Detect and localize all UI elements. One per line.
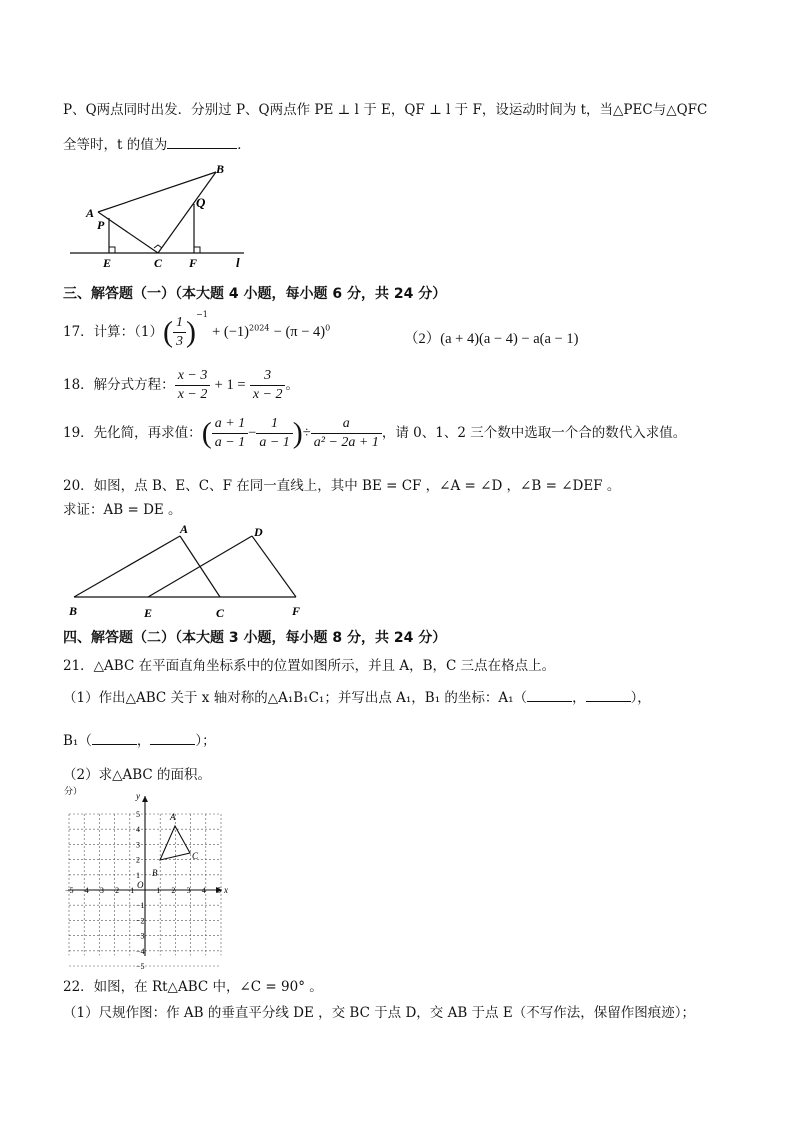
paren-close: ) (186, 315, 197, 349)
q18-number: 18．解分式方程： (63, 377, 175, 393)
y-tick-label: −2 (136, 916, 145, 926)
q21-corner-text: 分） (64, 787, 83, 797)
x-tick-label: −2 (110, 886, 120, 895)
x-tick-label: 2 (171, 886, 176, 895)
q16-label-Q: Q (196, 195, 206, 210)
q21-line3 (63, 729, 216, 749)
q18-d2: x − 2 (252, 387, 283, 402)
q20-label-A: A (180, 522, 189, 536)
q19-text: ，请 0、1、2 三个数中选取一个合的数代入求值。 (381, 425, 687, 441)
q21-point-B: B (152, 868, 158, 878)
q16-label-E: E (103, 256, 112, 270)
q16-figure (66, 160, 256, 272)
q21-origin-label: O (137, 880, 144, 890)
section-4-heading: 四、解答题（二）（本大题 3 小题，每小题 8 分，共 24 分） (63, 630, 447, 646)
q17-exp-neg1: −1 (196, 309, 208, 319)
q16-label-C: C (154, 256, 163, 270)
q19-minus: − (248, 425, 257, 441)
y-tick-label: −4 (136, 946, 145, 956)
y-tick-label: 1 (136, 870, 140, 880)
q21-close-1: ）， (630, 690, 651, 706)
q17-exp-0: 0 (325, 323, 331, 333)
q17-part2: （2）(a + 4)(a − 4) − a(a − 1) (404, 331, 579, 347)
q17-fraction (173, 314, 186, 351)
q17-frac-den: 3 (176, 334, 184, 349)
answer-blank-a1y[interactable] (586, 689, 631, 702)
q16-label-A: A (86, 206, 95, 220)
q21-point-C: C (192, 851, 199, 861)
q19-number: 19．先化简，再求值： (63, 425, 202, 441)
x-tick-label: −3 (95, 886, 104, 895)
q20-figure (64, 522, 314, 620)
q22-line1: 22．如图，在 Rt△ABC 中，∠C = 90° 。 (63, 979, 323, 995)
q21-line4: （2）求△ABC 的面积。 (63, 767, 212, 783)
q19-div: ÷ (302, 425, 311, 441)
q19-n2: 1 (256, 415, 292, 434)
y-tick-label: −5 (136, 962, 145, 971)
q19-d3: a² − 2a + 1 (313, 435, 379, 450)
q21-comma-1: ， (572, 690, 586, 706)
q17-part1-tail: − (π − 4) (273, 324, 326, 340)
paren-open: ( (201, 416, 212, 450)
q16-line1: P、Q两点同时出发．分别过 P、Q两点作 PE ⊥ l 于 E，QF ⊥ l 于 F，设运动时间为 t，当△PEC与△QFC (63, 102, 708, 118)
q19-n3: a (311, 415, 382, 434)
q21-coordinate-grid (62, 782, 232, 971)
x-tick-label: 5 (217, 886, 221, 895)
answer-blank-b1x[interactable] (92, 732, 137, 745)
q19-frac3 (311, 415, 382, 452)
q21-axis-y-label: y (136, 791, 140, 801)
q20-line2: 求证：AB = DE 。 (63, 502, 182, 518)
q21-point-A: A (170, 812, 176, 822)
section-3-heading: 三、解答题（一）（本大题 4 小题，每小题 6 分，共 24 分） (63, 286, 447, 302)
paren-open: ( (163, 315, 174, 349)
q16-label-l: l (236, 255, 240, 270)
x-tick-label: −5 (65, 886, 74, 895)
q20-line1: 20．如图，点 B、E、C、F 在同一直线上，其中 BE = CF ，∠A = ∠D ，∠B = ∠DEF 。 (63, 478, 621, 494)
q16-line2-suffix: ． (237, 137, 251, 153)
q18-line (63, 367, 299, 404)
y-tick-label: 3 (136, 840, 140, 850)
q17-exp-2024: 2024 (249, 323, 270, 333)
q19-line (63, 415, 686, 452)
q21-comma-2: ， (136, 733, 151, 749)
q21-line3-suffix: ）； (195, 733, 216, 749)
q16-label-B: B (216, 162, 225, 176)
q21-axis-x-label: x (224, 885, 228, 895)
q21-line1: 21．△ABC 在平面直角坐标系中的位置如图所示，并且 A，B，C 三点在格点上。 (63, 658, 556, 674)
q17-line (63, 309, 331, 351)
q18-n1: x − 3 (175, 367, 211, 386)
q21-line3-prefix: B₁（ (63, 733, 92, 749)
q20-label-D: D (254, 525, 263, 539)
y-tick-label: −1 (136, 901, 145, 911)
y-tick-label: 5 (136, 810, 140, 819)
q18-d1: x − 2 (177, 387, 208, 402)
answer-blank-b1y[interactable] (150, 732, 195, 745)
x-tick-label: 4 (201, 886, 206, 895)
answer-blank-a1x[interactable] (527, 689, 572, 702)
q19-frac2 (256, 415, 292, 452)
x-tick-label: 1 (156, 886, 161, 895)
q20-label-F: F (292, 604, 301, 618)
q20-label-E: E (144, 606, 153, 620)
y-tick-label: 4 (136, 825, 140, 835)
q18-end: 。 (285, 377, 299, 393)
q20-label-B: B (69, 604, 78, 618)
answer-blank-t[interactable] (167, 136, 237, 149)
q16-label-F: F (189, 256, 198, 270)
q16-line2-prefix: 全等时，t 的值为 (63, 137, 168, 153)
q16-label-P: P (97, 218, 105, 232)
q16-line2 (63, 133, 251, 153)
q21-line2 (63, 686, 651, 706)
x-tick-label: 3 (186, 886, 191, 895)
q18-frac1 (175, 367, 211, 404)
q17-part1-rest: + (−1) (212, 324, 250, 340)
q17-frac-num: 1 (173, 314, 186, 333)
y-tick-label: −3 (136, 931, 145, 941)
q18-n2: 3 (250, 367, 286, 386)
q17-number: 17．计算：（1） (63, 324, 164, 340)
q22-line2: （1）尺规作图：作 AB 的垂直平分线 DE ，交 BC 于点 D，交 AB 于点 E（不写作法，保留作图痕迹）； (63, 1005, 695, 1021)
q18-mid: + 1 = (214, 377, 246, 393)
x-tick-label: −4 (80, 886, 89, 895)
q19-d1: a − 1 (214, 435, 246, 450)
q19-n1: a + 1 (212, 415, 248, 434)
q18-frac2 (250, 367, 286, 404)
x-tick-label: −1 (125, 886, 135, 895)
paren-close: ) (292, 416, 303, 450)
q19-frac1 (212, 415, 248, 452)
q19-d2: a − 1 (259, 435, 290, 450)
q20-label-C: C (216, 606, 225, 620)
y-tick-label: 2 (136, 855, 140, 865)
q21-triangle-abc (160, 826, 190, 860)
q21-line2-prefix: （1）作出△ABC 关于 x 轴对称的△A₁B₁C₁；并写出点 A₁，B₁ 的坐标：A₁（ (63, 690, 528, 706)
